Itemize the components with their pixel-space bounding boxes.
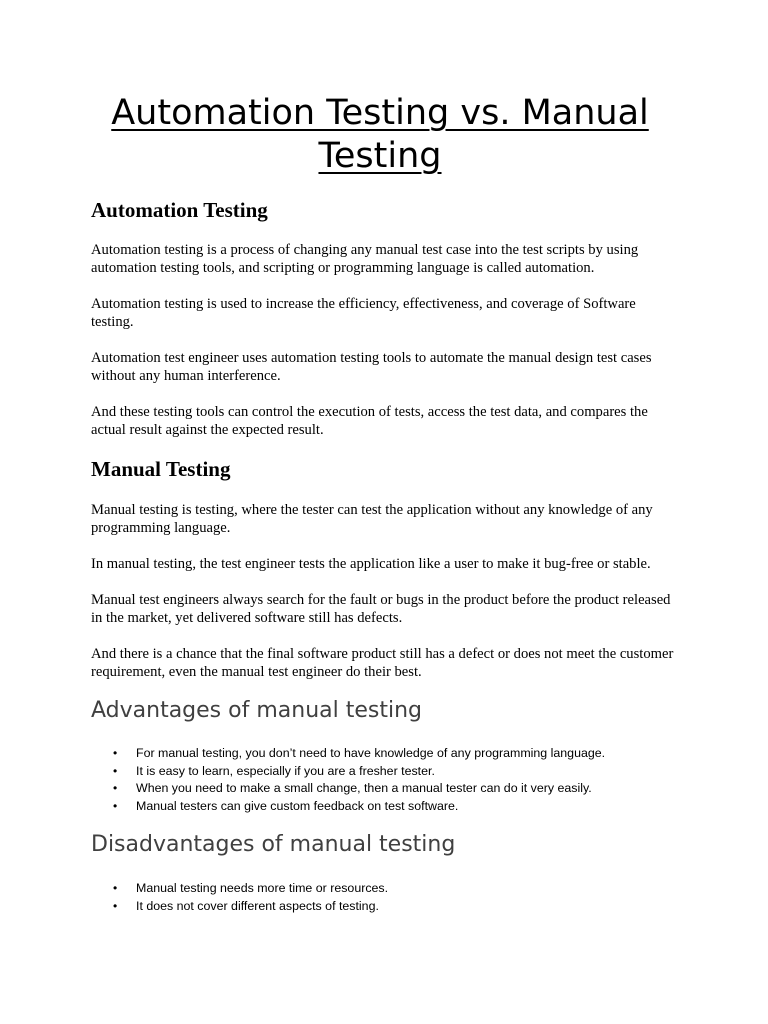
disadvantage-text: Manual testing needs more time or resources.: [136, 881, 389, 895]
list-item: [91, 798, 681, 816]
disadvantages-list: [91, 880, 681, 915]
advantage-text: When you need to make a small change, then a manual tester can do it very easily.: [136, 781, 592, 795]
list-item: [91, 880, 681, 898]
advantages-heading: Advantages of manual testing: [91, 698, 422, 723]
bullet-icon: •: [113, 881, 118, 895]
manual-testing-heading: Manual Testing: [91, 457, 231, 481]
bullet-icon: •: [113, 781, 118, 795]
bullet-icon: •: [113, 763, 118, 778]
automation-paragraph-2: Automation testing is used to increase the efficiency, effectiveness, and coverage of Software testing.: [91, 296, 636, 330]
manual-paragraph-1: Manual testing is testing, where the tester can test the application without any knowledge of any programming language.: [91, 502, 653, 536]
manual-paragraph-2: In manual testing, the test engineer tests the application like a user to make it bug-free or stable.: [91, 556, 651, 572]
advantage-text: Manual testers can give custom feedback on test software.: [136, 798, 459, 813]
list-item: [91, 898, 681, 916]
disadvantages-heading: Disadvantages of manual testing: [91, 832, 456, 857]
automation-paragraph-3: Automation test engineer uses automation testing tools to automate the manual design test cases without any human interference.: [91, 350, 652, 384]
automation-paragraph-1: Automation testing is a process of changing any manual test case into the test scripts by using automation testing tools, and scripting or programming language is called automation.: [91, 242, 639, 276]
bullet-icon: •: [113, 746, 118, 760]
advantage-text: For manual testing, you don’t need to have knowledge of any programming language.: [136, 746, 606, 760]
list-item: [91, 745, 681, 763]
list-item: [91, 780, 681, 798]
automation-testing-heading: Automation Testing: [91, 198, 268, 222]
advantages-list: [91, 745, 681, 815]
list-item: [91, 763, 681, 781]
disadvantage-text: It does not cover different aspects of testing.: [136, 898, 379, 913]
manual-paragraph-4: And there is a chance that the final software product still has a defect or does not meet the customer requirement, even the manual test engineer do their best.: [91, 646, 674, 680]
manual-paragraph-3: Manual test engineers always search for the fault or bugs in the product before the product released in the market, yet delivered software still has defects.: [91, 592, 671, 626]
document-title: Automation Testing vs. Manual Testing: [111, 93, 649, 176]
advantage-text: It is easy to learn, especially if you are a fresher tester.: [136, 763, 435, 778]
bullet-icon: •: [113, 898, 118, 913]
bullet-icon: •: [113, 798, 118, 813]
automation-paragraph-4: And these testing tools can control the execution of tests, access the test data, and compares the actual result against the expected result.: [91, 404, 648, 438]
